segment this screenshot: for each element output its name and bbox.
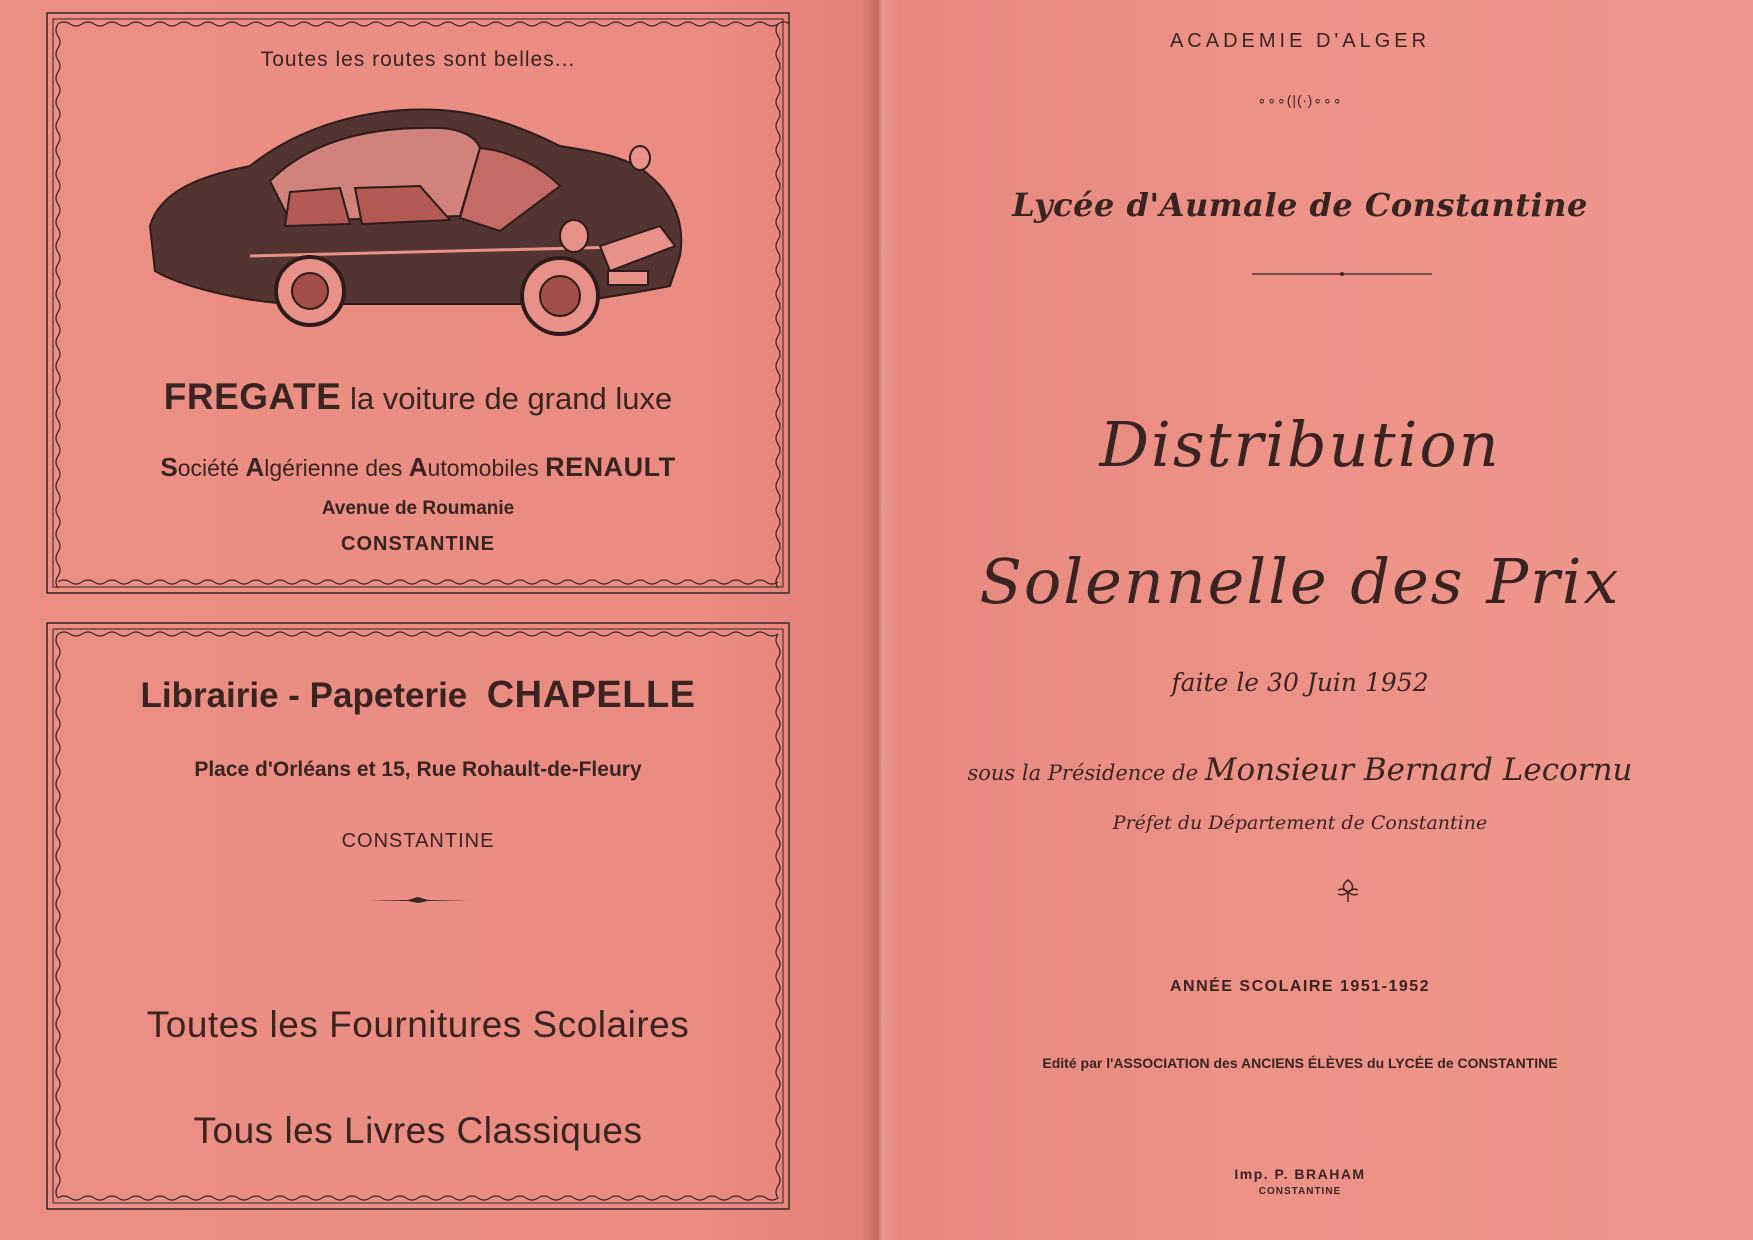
ad-company-line [44,452,792,483]
company-text: ociété [177,455,246,481]
publisher-note: Edité par l'ASSOCIATION des ANCIENS ÉLÈVES du LYCÉE de CONSTANTINE [1042,1055,1558,1071]
company-initial: A [245,452,265,482]
shop-city: CONSTANTINE [341,830,495,852]
chapelle-advertisement [44,620,792,1212]
document-title-line2: Solennelle des Prix [979,545,1621,618]
model-description: la voiture de grand luxe [349,381,673,416]
academy-heading: ACADEMIE D'ALGER [1169,30,1431,52]
company-initial: A [408,452,428,482]
company-text: lgérienne des [264,455,409,481]
ad-city: CONSTANTINE [341,533,495,555]
divider-ornament [368,895,468,905]
fleuron-icon [1334,876,1362,906]
shop-type: Librairie - Papeterie [140,676,468,715]
shop-offer-books: Tous les Livres Classiques [193,1110,643,1151]
spine-fold [862,0,898,1240]
model-name: FREGATE [163,376,342,417]
presidence-line [900,752,1700,788]
ad-address: Avenue de Roumanie [321,498,515,519]
divider-rule [1252,270,1432,278]
shop-name [44,674,792,717]
shop-offer-supplies: Toutes les Fournitures Scolaires [146,1004,690,1045]
company-text: utomobiles [427,455,539,481]
presidence-lead: sous la Présidence de [967,761,1199,785]
ad-model-line [44,376,792,418]
ad-tagline: Toutes les routes sont belles... [260,48,576,71]
printer-city: CONSTANTINE [1258,1186,1342,1197]
shop-address: Place d'Orléans et 15, Rue Rohault-de-Fleury [194,758,642,781]
printer-name: Imp. P. BRAHAM [1234,1166,1366,1182]
ceremony-date: faite le 30 Juin 1952 [1171,668,1429,697]
ornament-icon: ∘∘∘(|(∙)∘∘∘ [1257,92,1343,108]
school-name: Lycée d'Aumale de Constantine [1012,186,1588,224]
shop-brand: CHAPELLE [486,674,696,716]
car-icon [140,96,700,366]
title-page [900,0,1753,1240]
document-title-line1: Distribution [1099,408,1501,481]
president-name: Monsieur Bernard Lecornu [1204,752,1633,788]
president-title: Préfet du Département de Constantine [1112,812,1488,834]
company-brand: RENAULT [545,452,676,482]
school-year: ANNÉE SCOLAIRE 1951-1952 [1169,978,1431,995]
renault-advertisement [44,10,792,596]
company-initial: S [160,452,178,482]
